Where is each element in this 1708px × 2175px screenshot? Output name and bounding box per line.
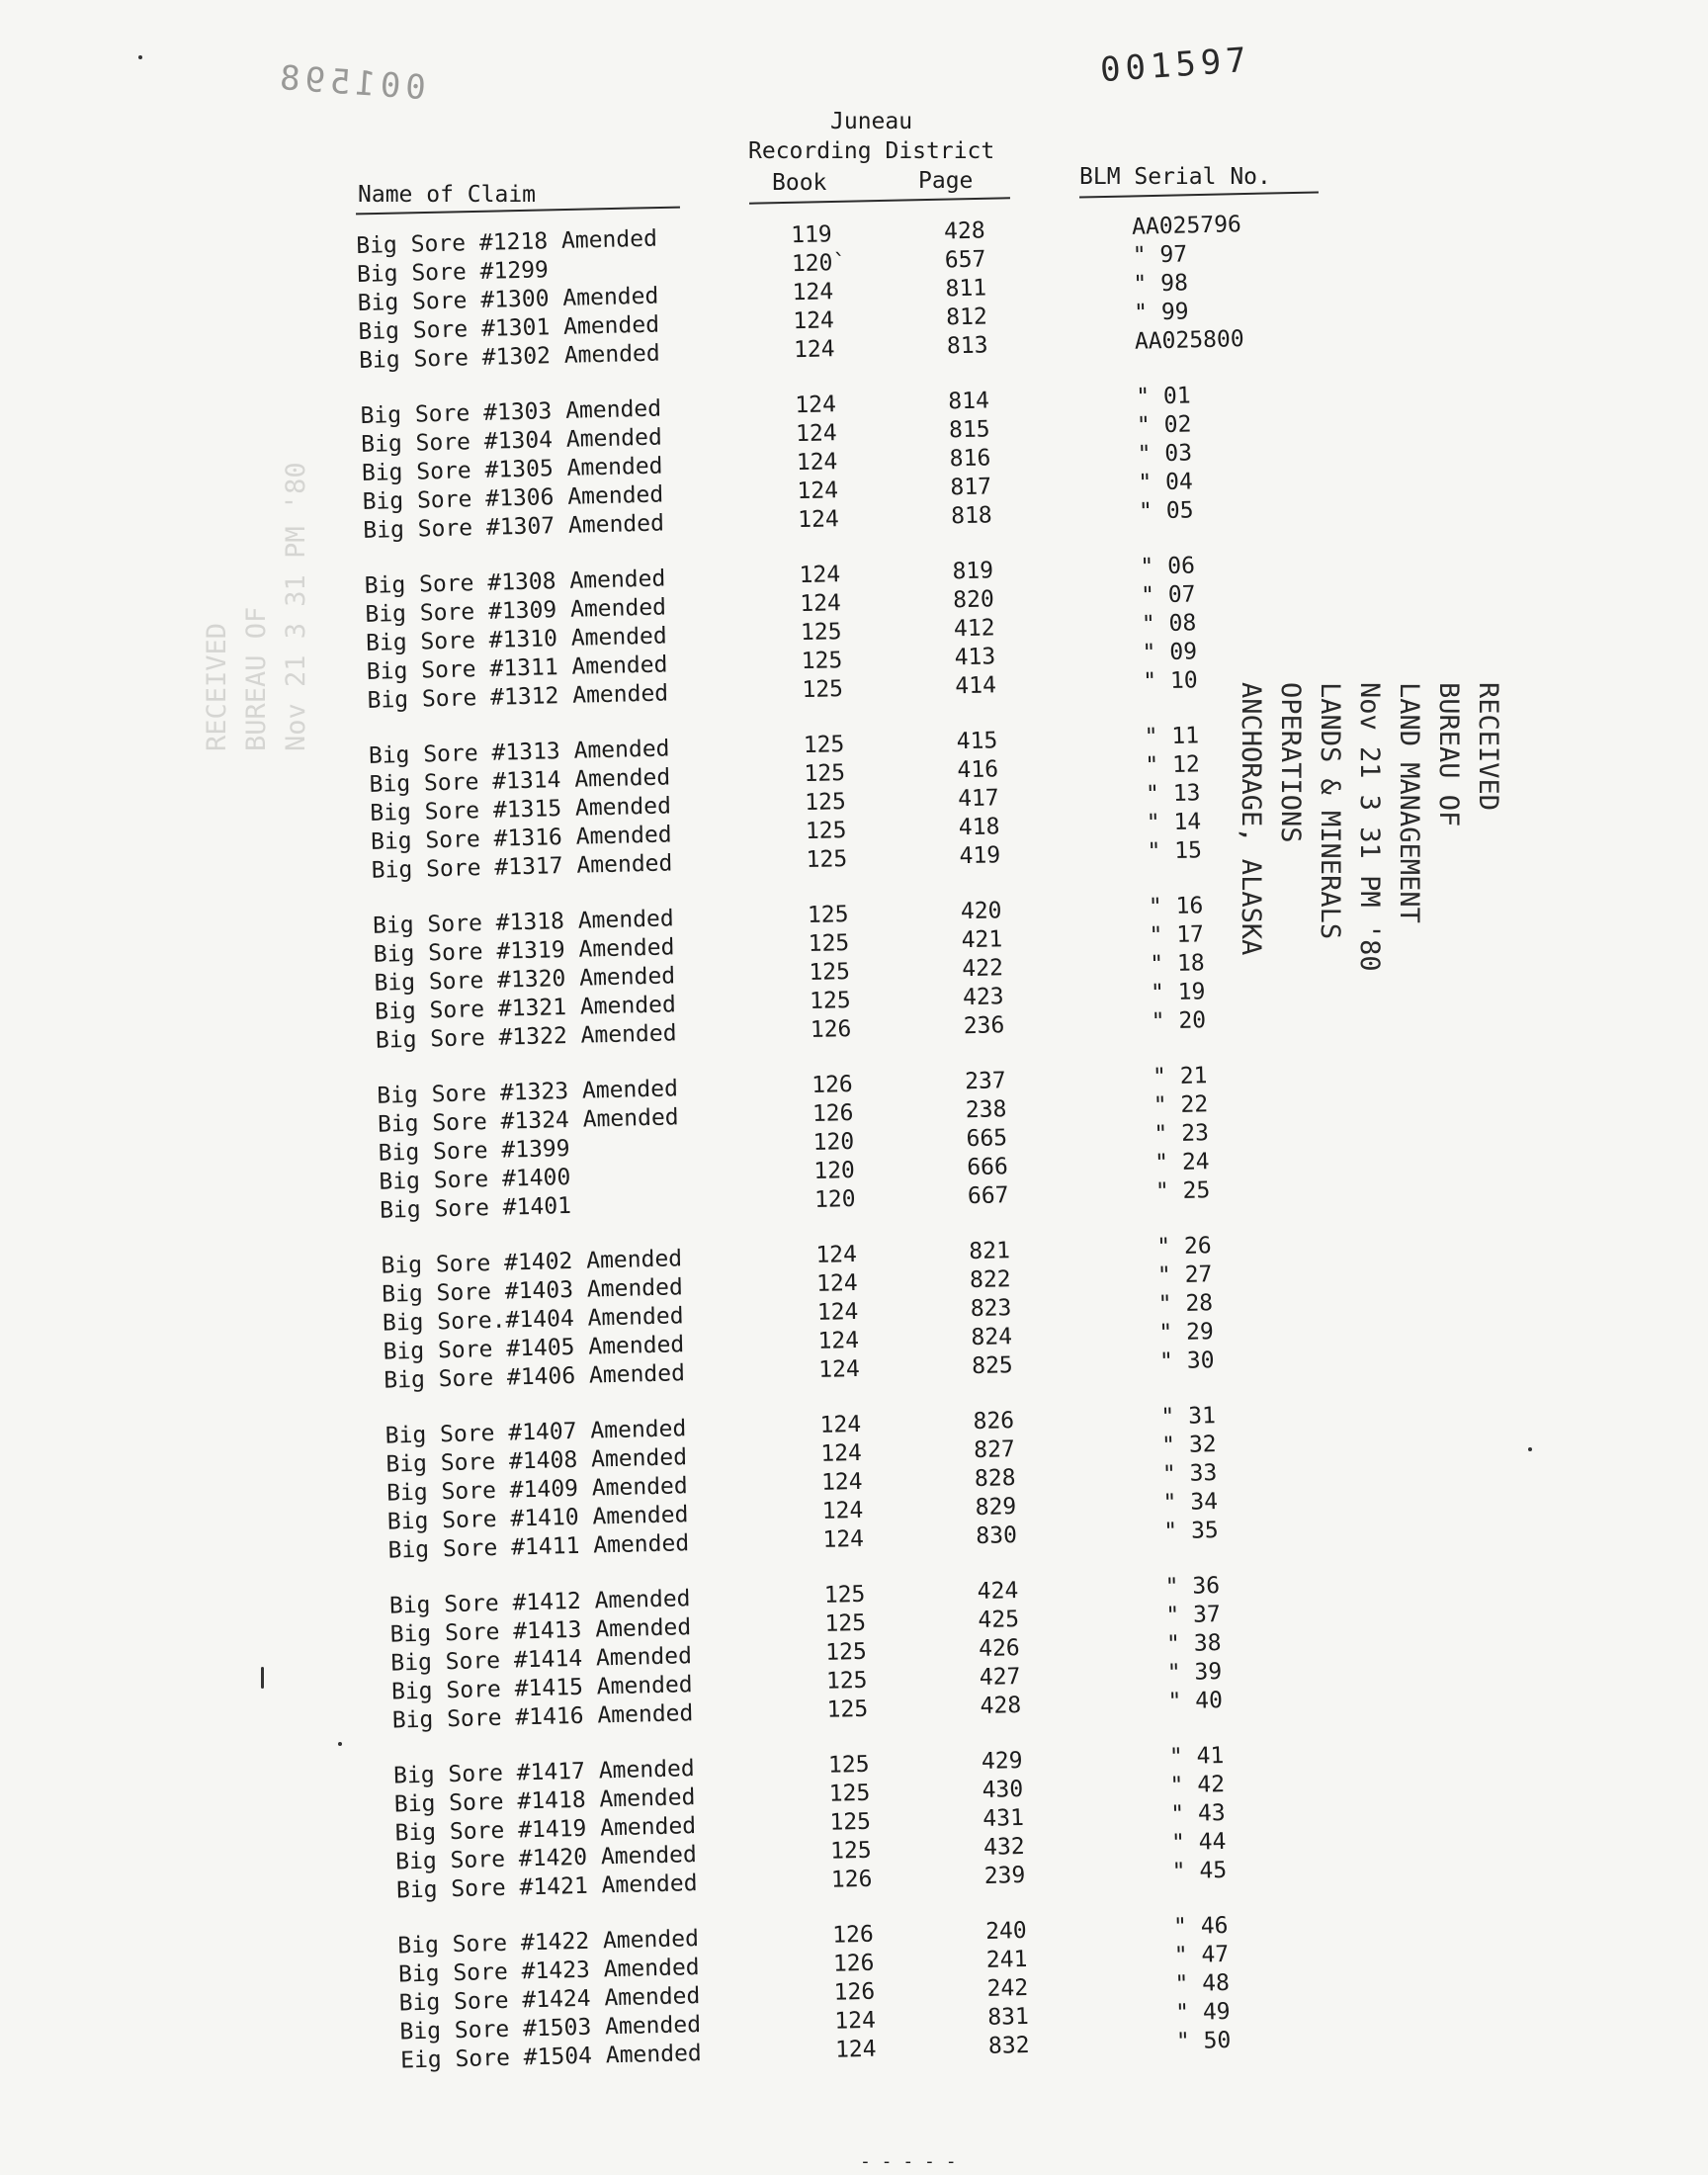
blm-serial-number: " 34 <box>1162 1489 1219 1517</box>
page-number: 424 <box>977 1578 1019 1606</box>
claim-name: Big Sore #1419 Amended <box>394 1813 697 1847</box>
page-number: 828 <box>974 1465 1016 1493</box>
book-number: 119 <box>790 221 833 249</box>
claim-name: Big Sore.#1404 Amended <box>382 1303 684 1337</box>
page-number: 829 <box>975 1494 1017 1522</box>
claim-name: Big Sore #1417 Amended <box>392 1756 696 1789</box>
blm-serial-number: " 30 <box>1158 1348 1215 1375</box>
document-number-bleed-through: 001598 <box>273 57 428 109</box>
book-number: 124 <box>834 2036 877 2063</box>
claim-name: Big Sore #1320 Amended <box>374 963 676 997</box>
page-number: 816 <box>949 445 991 473</box>
book-number: 124 <box>795 420 837 448</box>
book-number: 125 <box>825 1667 868 1695</box>
book-number: 124 <box>820 1468 863 1496</box>
claim-name: Big Sore #1413 Amended <box>389 1614 692 1648</box>
stamp-bureau: BUREAU OF <box>1433 682 1464 827</box>
claim-name: Big Sore #1218 Amended <box>356 225 658 259</box>
bleed-stamp-received: RECEIVED <box>202 622 232 751</box>
page-number: 425 <box>978 1607 1020 1634</box>
claim-name: Big Sore #1299 <box>356 257 550 288</box>
book-number: 124 <box>834 2007 877 2035</box>
blm-serial-number: " 19 <box>1150 979 1206 1006</box>
claim-name: Big Sore #1412 Amended <box>388 1586 691 1619</box>
header-book: Book <box>772 170 827 196</box>
claim-name: Big Sore #1314 Amended <box>369 764 671 798</box>
page-number: 667 <box>967 1182 1009 1210</box>
claim-name: Big Sore #1306 Amended <box>362 481 664 515</box>
blm-serial-number: " 41 <box>1168 1743 1225 1771</box>
stamp-received: RECEIVED <box>1473 682 1503 812</box>
book-number: 126 <box>811 1099 854 1127</box>
claim-name: Big Sore #1312 Amended <box>367 680 669 714</box>
claim-name: Big Sore #1414 Amended <box>390 1643 693 1677</box>
claims-group <box>384 1399 1366 1566</box>
book-number: 126 <box>831 1921 875 1949</box>
received-stamp <box>1231 682 1507 972</box>
page-number: 820 <box>952 586 995 614</box>
book-number: 125 <box>804 760 846 788</box>
page-number: 822 <box>969 1266 1011 1294</box>
book-number: 124 <box>796 449 838 477</box>
book-number: 124 <box>817 1327 860 1354</box>
page-number: 430 <box>982 1776 1024 1803</box>
page-number: 414 <box>955 672 997 700</box>
claims-group <box>397 1909 1379 2076</box>
claim-name: Big Sore #1309 Amended <box>365 594 667 628</box>
blm-serial-number: " 49 <box>1174 1998 1231 2027</box>
page-number: 236 <box>963 1012 1005 1040</box>
page-number: 418 <box>958 814 1000 841</box>
book-number: 120 <box>813 1157 856 1184</box>
claim-name: Big Sore #1402 Amended <box>381 1246 683 1279</box>
blm-serial-number: " 48 <box>1174 1969 1231 1998</box>
page-number: 413 <box>954 644 996 671</box>
claim-name: Big Sore #1401 <box>379 1192 572 1224</box>
book-number: 125 <box>801 648 843 675</box>
blm-serial-number: " 37 <box>1165 1602 1222 1629</box>
page-number: 242 <box>986 1974 1029 2002</box>
book-number: 126 <box>810 1015 852 1044</box>
page-number: 241 <box>985 1946 1028 1973</box>
book-number: 125 <box>824 1638 868 1666</box>
page-number: 821 <box>969 1238 1011 1265</box>
claims-table <box>356 210 1380 2104</box>
book-number: 125 <box>807 902 849 929</box>
page-number: 416 <box>957 756 999 784</box>
header-name-of-claim: Name of Claim <box>358 182 537 208</box>
blm-serial-number: " 12 <box>1145 751 1201 779</box>
claims-group <box>369 720 1350 887</box>
blm-serial-number: " 23 <box>1153 1120 1210 1148</box>
claims-group <box>356 210 1337 377</box>
claim-name: Big Sore #1313 Amended <box>368 736 670 769</box>
claim-name: Eig Sore #1504 Amended <box>399 2041 703 2074</box>
book-number: 120 <box>812 1128 855 1156</box>
claim-name: Big Sore #1317 Amended <box>371 850 673 884</box>
bleed-stamp-bureau: BUREAU OF <box>241 606 272 751</box>
claim-name: Big Sore #1415 Amended <box>390 1672 693 1705</box>
book-number: 120` <box>791 249 847 278</box>
blm-serial-number: " 06 <box>1140 553 1196 580</box>
blm-serial-number: " 02 <box>1136 411 1192 439</box>
claim-name: Big Sore #1418 Amended <box>393 1784 696 1818</box>
book-number: 124 <box>819 1439 863 1467</box>
book-number: 126 <box>830 1866 873 1893</box>
blm-serial-number: " 45 <box>1171 1857 1228 1885</box>
page-number: 827 <box>973 1436 1016 1464</box>
scan-speck <box>138 55 142 59</box>
book-number: 125 <box>829 1808 872 1836</box>
header-juneau: Juneau <box>830 109 913 134</box>
page-number: 812 <box>945 304 988 331</box>
book-number: 124 <box>822 1525 865 1553</box>
book-number: 125 <box>808 930 850 958</box>
header-page: Page <box>918 168 974 194</box>
header-blm-serial: BLM Serial No. <box>1079 164 1271 190</box>
scan-speck <box>338 1742 342 1746</box>
page-number: 428 <box>943 218 985 245</box>
blm-serial-number: " 33 <box>1161 1460 1218 1488</box>
blm-serial-number: " 99 <box>1133 299 1189 326</box>
claim-name: Big Sore #1301 Amended <box>358 311 660 345</box>
claim-name: Big Sore #1302 Amended <box>358 340 661 374</box>
claims-group <box>389 1569 1371 1736</box>
page-number: 421 <box>961 926 1003 954</box>
book-number: 126 <box>832 1950 875 1977</box>
blm-serial-number: " 44 <box>1170 1828 1227 1857</box>
blm-serial-number: " 01 <box>1135 383 1191 410</box>
page-number: 826 <box>973 1408 1015 1436</box>
header-underline-district <box>749 197 1010 205</box>
page-number: 423 <box>962 984 1004 1011</box>
claim-name: Big Sore #1323 Amended <box>377 1076 679 1109</box>
claim-name: Big Sore #1300 Amended <box>357 283 659 316</box>
page-number: 417 <box>957 785 1000 813</box>
claim-name: Big Sore #1324 Amended <box>377 1104 679 1138</box>
book-number: 125 <box>800 619 842 647</box>
blm-serial-number: " 98 <box>1133 270 1189 298</box>
claim-name: Big Sore #1321 Amended <box>374 992 677 1025</box>
scan-speck <box>1528 1447 1532 1451</box>
stamp-lands-minerals: LANDS & MINERALS <box>1315 682 1345 940</box>
blm-serial-number: " 46 <box>1172 1912 1229 1941</box>
blm-serial-number: " 42 <box>1169 1771 1226 1799</box>
page-number: 824 <box>971 1324 1013 1351</box>
blm-serial-number: " 35 <box>1163 1518 1220 1545</box>
book-number: 124 <box>795 392 837 419</box>
blm-serial-number: " 50 <box>1175 2027 1232 2055</box>
blm-serial-number: " 43 <box>1170 1799 1227 1828</box>
blm-serial-number: " 39 <box>1166 1659 1223 1687</box>
blm-serial-number: " 97 <box>1132 241 1188 269</box>
claim-name: Big Sore #1421 Amended <box>395 1870 698 1904</box>
claims-group <box>393 1739 1375 1906</box>
page-number: 819 <box>952 558 994 585</box>
page-number: 813 <box>946 332 988 360</box>
page-number: 422 <box>962 955 1004 983</box>
blm-serial-number: " 27 <box>1156 1262 1213 1289</box>
received-stamp-bleed-through <box>198 462 316 751</box>
footer-mark: - - - - - <box>860 2151 957 2172</box>
blm-serial-number: " 21 <box>1152 1063 1208 1090</box>
claim-name: Big Sore #1503 Amended <box>399 2012 702 2045</box>
blm-serial-number: " 20 <box>1151 1007 1207 1035</box>
claim-name: Big Sore #1322 Amended <box>375 1020 677 1054</box>
blm-serial-number: " 36 <box>1164 1573 1221 1601</box>
claims-group <box>381 1230 1362 1397</box>
book-number: 124 <box>799 562 841 589</box>
claim-name: Big Sore #1308 Amended <box>364 566 666 599</box>
book-number: 124 <box>815 1241 858 1268</box>
claims-group <box>364 550 1345 717</box>
book-number: 124 <box>817 1355 861 1383</box>
book-number: 125 <box>829 1837 872 1865</box>
blm-serial-number: " 04 <box>1138 469 1194 496</box>
book-number: 125 <box>803 732 845 759</box>
stamp-anchorage: ANCHORAGE, ALASKA <box>1236 682 1266 956</box>
book-number: 120 <box>813 1185 856 1213</box>
page-number: 818 <box>950 502 993 530</box>
book-number: 124 <box>797 478 839 505</box>
claim-name: Big Sore #1310 Amended <box>365 623 668 656</box>
claim-name: Big Sore #1303 Amended <box>360 395 662 429</box>
book-number: 124 <box>792 307 835 335</box>
claim-name: Big Sore #1420 Amended <box>394 1842 698 1875</box>
page-number: 415 <box>956 728 998 755</box>
page-number: 811 <box>945 275 987 303</box>
book-number: 125 <box>823 1581 866 1609</box>
blm-serial-number: " 05 <box>1138 497 1194 525</box>
claim-name: Big Sore #1311 Amended <box>366 652 668 685</box>
blm-serial-number: AA025796 <box>1131 212 1242 240</box>
claim-name: Big Sore #1399 <box>378 1135 570 1167</box>
blm-serial-number: " 10 <box>1143 667 1199 695</box>
stamp-date: Nov 21 3 31 PM '80 <box>1354 682 1385 972</box>
book-number: 125 <box>827 1751 870 1779</box>
claim-name: Big Sore #1409 Amended <box>385 1473 689 1507</box>
blm-serial-number: " 17 <box>1149 921 1205 949</box>
blm-serial-number: " 29 <box>1158 1319 1215 1347</box>
blm-serial-number: " 24 <box>1153 1149 1210 1176</box>
book-number: 124 <box>799 590 842 618</box>
claim-name: Big Sore #1424 Amended <box>398 1983 701 2017</box>
blm-serial-number: " 15 <box>1147 837 1203 865</box>
claim-name: Big Sore #1422 Amended <box>397 1926 700 1959</box>
claim-name: Big Sore #1416 Amended <box>391 1700 694 1734</box>
page-number: 831 <box>986 2003 1030 2031</box>
blm-serial-number: " 09 <box>1142 639 1198 666</box>
blm-serial-number: " 22 <box>1153 1091 1209 1119</box>
page-number: 823 <box>970 1295 1012 1323</box>
book-number: 124 <box>792 279 834 306</box>
blm-serial-number: " 13 <box>1145 780 1201 808</box>
page-number: 432 <box>982 1833 1025 1861</box>
book-number: 124 <box>816 1298 859 1326</box>
page-number: 419 <box>959 842 1001 870</box>
book-number: 124 <box>821 1497 864 1524</box>
book-number: 125 <box>809 988 851 1015</box>
page-number: 240 <box>984 1917 1028 1945</box>
book-number: 125 <box>804 789 847 817</box>
blm-serial-number: " 25 <box>1154 1177 1211 1205</box>
book-number: 125 <box>828 1780 871 1807</box>
scan-speck <box>261 1667 264 1689</box>
document-number: 001597 <box>1098 40 1253 91</box>
page-number: 412 <box>953 615 995 643</box>
page-number: 665 <box>966 1125 1008 1153</box>
claim-name: Big Sore #1410 Amended <box>386 1502 689 1535</box>
page-number: 238 <box>965 1096 1007 1124</box>
claim-name: Big Sore #1315 Amended <box>370 793 672 826</box>
bleed-stamp-date: Nov 21 3 31 PM '80 <box>281 462 311 751</box>
page-number: 666 <box>966 1154 1009 1181</box>
claim-name: Big Sore #1316 Amended <box>370 822 672 855</box>
claim-name: Big Sore #1406 Amended <box>384 1360 686 1394</box>
page-number: 832 <box>987 2032 1030 2059</box>
page-number: 239 <box>983 1862 1026 1889</box>
book-number: 125 <box>802 676 844 704</box>
blm-serial-number: " 31 <box>1160 1403 1217 1431</box>
page-number: 426 <box>978 1635 1021 1663</box>
claim-name: Big Sore #1407 Amended <box>384 1416 687 1449</box>
blm-serial-number: " 07 <box>1140 581 1196 609</box>
page-number: 814 <box>948 388 990 415</box>
book-number: 124 <box>819 1411 862 1438</box>
claim-name: Big Sore #1408 Amended <box>385 1444 688 1478</box>
book-number: 125 <box>826 1696 869 1723</box>
page-number: 825 <box>971 1352 1014 1380</box>
claim-name: Big Sore #1400 <box>379 1164 571 1195</box>
header-underline-serial <box>1079 191 1319 198</box>
blm-serial-number: " 03 <box>1137 440 1193 468</box>
book-number: 124 <box>793 336 835 364</box>
claim-name: Big Sore #1423 Amended <box>397 1955 700 1988</box>
stamp-operations: OPERATIONS <box>1275 682 1306 843</box>
page-number: 815 <box>948 416 990 444</box>
page-number: 431 <box>982 1804 1025 1832</box>
claims-group <box>360 380 1341 547</box>
blm-serial-number: " 26 <box>1155 1233 1212 1261</box>
blm-serial-number: AA025800 <box>1134 326 1244 355</box>
blm-serial-number: " 38 <box>1165 1630 1222 1658</box>
blm-serial-number: " 28 <box>1157 1290 1214 1318</box>
page-number: 429 <box>981 1747 1023 1775</box>
blm-serial-number: " 14 <box>1146 809 1202 836</box>
claim-name: Big Sore #1319 Amended <box>373 934 675 968</box>
page-number: 428 <box>980 1693 1022 1720</box>
claim-name: Big Sore #1305 Amended <box>361 453 663 486</box>
page-number: 420 <box>960 898 1002 925</box>
blm-serial-number: " 11 <box>1144 723 1200 750</box>
claim-name: Big Sore #1405 Amended <box>383 1332 685 1365</box>
claim-name: Big Sore #1403 Amended <box>381 1274 684 1308</box>
claim-name: Big Sore #1318 Amended <box>372 906 674 939</box>
blm-serial-number: " 47 <box>1173 1941 1230 1969</box>
page-number: 657 <box>944 246 986 274</box>
book-number: 126 <box>833 1978 876 2006</box>
blm-serial-number: " 40 <box>1167 1688 1224 1715</box>
blm-serial-number: " 32 <box>1160 1432 1217 1459</box>
book-number: 125 <box>806 846 848 874</box>
book-number: 124 <box>815 1269 858 1297</box>
book-number: 126 <box>811 1071 854 1098</box>
blm-serial-number: " 08 <box>1141 610 1197 638</box>
claim-name: Big Sore #1304 Amended <box>360 424 663 458</box>
stamp-blm: LAND MANAGEMENT <box>1394 682 1424 923</box>
blm-serial-number: " 18 <box>1149 950 1206 978</box>
page-number: 830 <box>976 1522 1018 1550</box>
claim-name: Big Sore #1307 Amended <box>363 510 665 544</box>
blm-serial-number: " 16 <box>1148 893 1204 920</box>
claim-name: Big Sore #1411 Amended <box>387 1530 690 1564</box>
page-number: 237 <box>964 1068 1007 1095</box>
book-number: 125 <box>805 818 847 845</box>
book-number: 124 <box>797 506 840 534</box>
header-recording-district: Recording District <box>748 138 995 164</box>
claims-group <box>377 1060 1358 1227</box>
claims-group <box>373 890 1354 1057</box>
page-number: 427 <box>979 1664 1021 1692</box>
book-number: 125 <box>824 1610 867 1637</box>
page-number: 817 <box>950 474 992 501</box>
book-number: 125 <box>809 959 851 987</box>
